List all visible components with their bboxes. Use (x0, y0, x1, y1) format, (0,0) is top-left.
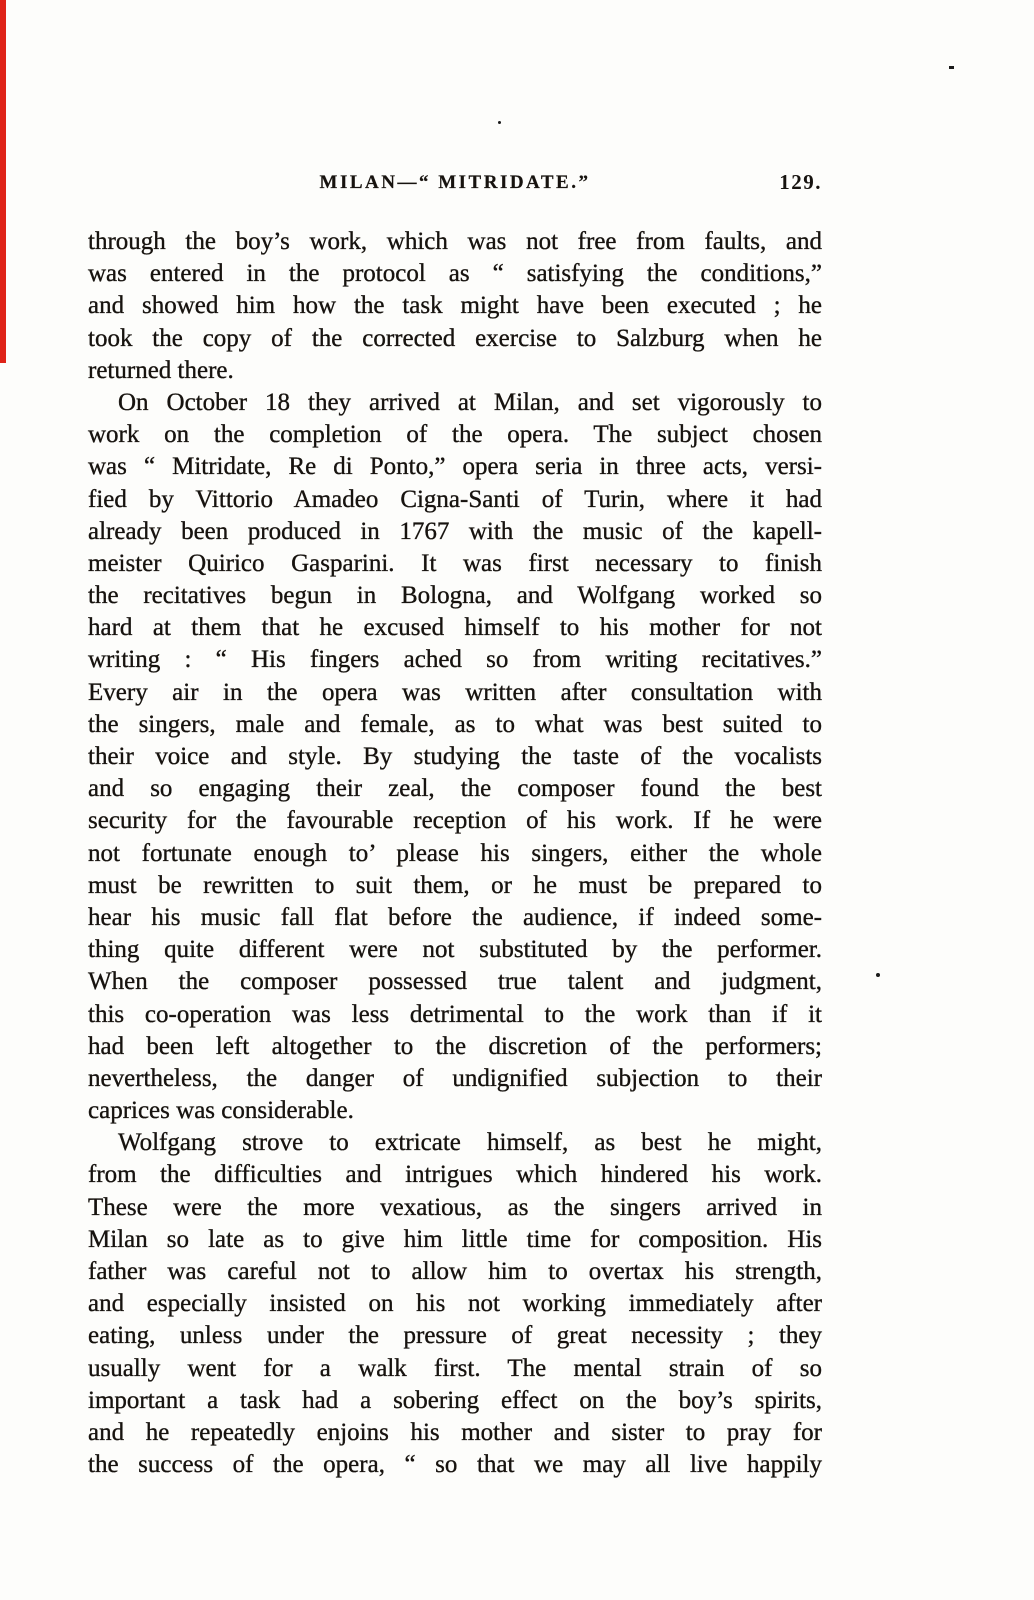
scan-speck (876, 973, 880, 977)
text-line: nevertheless, the danger of undignified subjection to their (88, 1064, 822, 1092)
text-line: Wolfgang strove to extricate himself, as best he might, (118, 1129, 822, 1157)
text-line: hear his music fall flat before the audience, if indeed some- (88, 903, 822, 931)
text-line: work on the completion of the opera. The subject chosen (88, 421, 822, 449)
text-line: and especially insisted on his not working immediately after (88, 1290, 822, 1318)
text-line: On October 18 they arrived at Milan, and set vigorously to (118, 388, 822, 416)
text-line: and he repeatedly enjoins his mother and sister to pray for (88, 1418, 822, 1446)
text-line: must be rewritten to suit them, or he must be prepared to (88, 871, 822, 899)
text-line: thing quite different were not substituted by the performer. (88, 936, 822, 964)
text-line: already been produced in 1767 with the music of the kapell- (88, 517, 822, 545)
text-line: usually went for a walk first. The mental strain of so (88, 1354, 822, 1382)
text-line: their voice and style. By studying the taste of the vocalists (88, 743, 822, 770)
text-line: hard at them that he excused himself to his mother for not (88, 614, 822, 642)
running-title: MILAN—“ MITRIDATE.” (319, 172, 591, 193)
text-line: These were the more vexatious, as the singers arrived in (88, 1193, 822, 1221)
text-line: through the boy’s work, which was not free from faults, and (88, 228, 822, 255)
text-line: and showed him how the task might have been executed ; he (88, 292, 822, 320)
text-line: the recitatives begun in Bologna, and Wolfgang worked so (88, 582, 822, 610)
text-line: meister Quirico Gasparini. It was first necessary to finish (88, 549, 822, 577)
text-line: was “ Mitridate, Re di Ponto,” opera seria in three acts, versi- (88, 453, 822, 481)
scan-speck (949, 66, 954, 69)
text-line: was entered in the protocol as “ satisfying the conditions,” (88, 260, 822, 288)
text-line: from the difficulties and intrigues which hindered his work. (88, 1161, 822, 1189)
text-line: writing : “ His fingers ached so from writing recitatives.” (88, 646, 822, 674)
text-line: took the copy of the corrected exercise to Salzburg when he (88, 324, 822, 352)
scan-speck (498, 121, 501, 124)
text-line: the success of the opera, “ so that we may all live happily (88, 1451, 822, 1479)
body-text (88, 226, 822, 1481)
text-line: the singers, male and female, as to what was best suited to (88, 710, 822, 738)
text-line: this co-operation was less detrimental to the work than if it (88, 1000, 822, 1028)
text-line: Milan so late as to give him little time for composition. His (88, 1225, 822, 1253)
text-line: father was careful not to allow him to overtax his strength, (88, 1258, 822, 1285)
page-number: 129. (779, 170, 822, 194)
text-line: important a task had a sobering effect on the boy’s spirits, (88, 1386, 822, 1414)
text-line: caprices was considerable. (88, 1097, 354, 1125)
text-line: and so engaging their zeal, the composer found the best (88, 775, 822, 803)
scan-edge-artifact (0, 0, 6, 363)
text-line: security for the favourable reception of his work. If he were (88, 807, 822, 835)
text-line: eating, unless under the pressure of great necessity ; they (88, 1322, 822, 1350)
text-line: fied by Vittorio Amadeo Cigna-Santi of Turin, where it had (88, 485, 822, 513)
page-header (88, 172, 822, 200)
text-line: When the composer possessed true talent and judgment, (88, 968, 822, 996)
text-line: not fortunate enough to’ please his singers, either the whole (88, 839, 822, 867)
text-line: returned there. (88, 356, 234, 384)
text-line: Every air in the opera was written after consultation with (88, 678, 822, 706)
text-line: had been left altogether to the discretion of the performers; (88, 1032, 822, 1060)
